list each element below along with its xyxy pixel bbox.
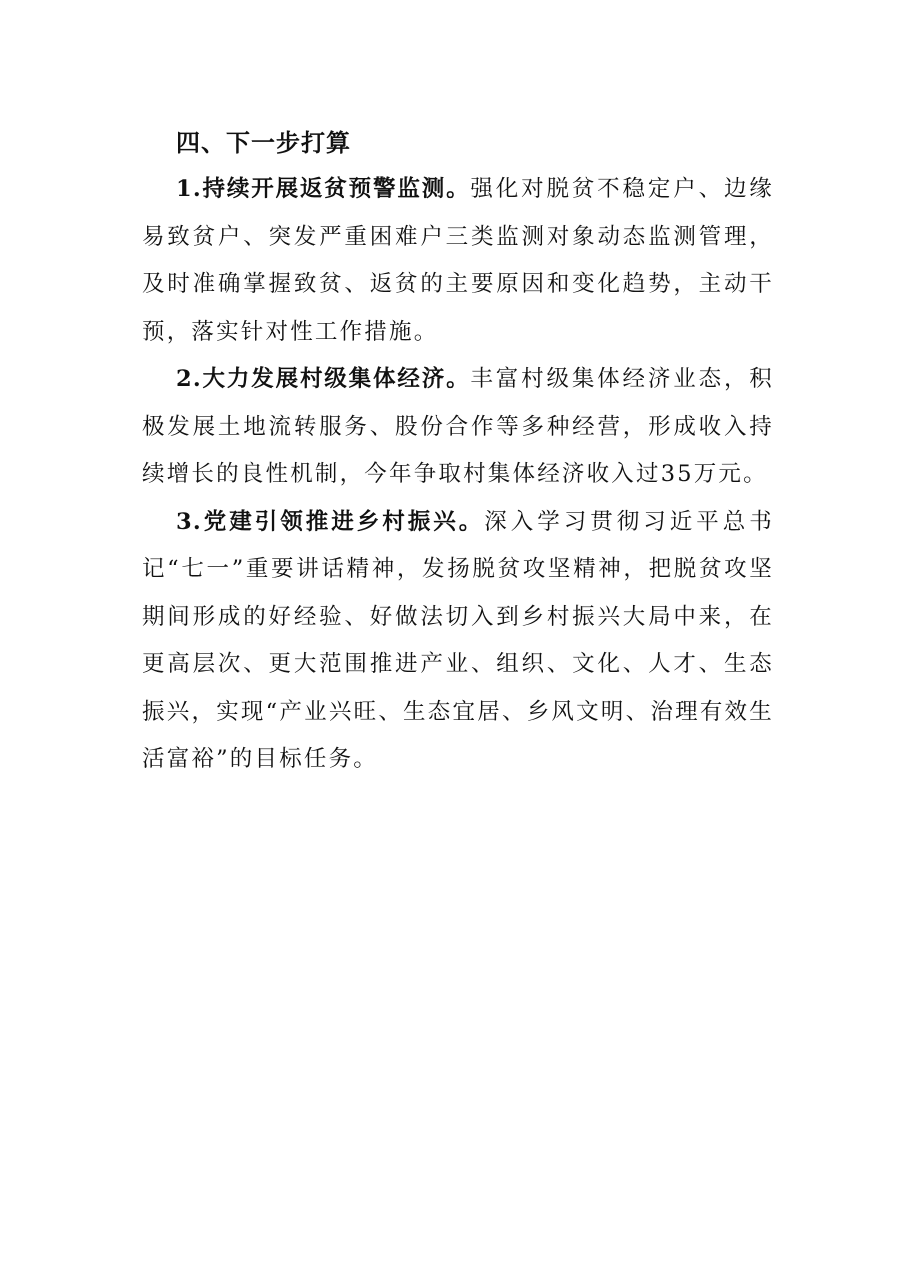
section-heading: 四、下一步打算 (176, 128, 351, 157)
item-3-lead: 3.党建引领推进乡村振兴。 (176, 508, 485, 535)
item-2-lead: 2.大力发展村级集体经济。 (176, 366, 471, 392)
paragraph-item-3 (142, 499, 774, 784)
document-body (142, 120, 774, 784)
paragraph-item-2 (142, 356, 774, 499)
item-1-body: 强化对脱贫不稳定户、边缘易致贫户、突发严重困难户三类监测对象动态监测管理，及时准确掌握致贫、返贫的主要原因和变化趋势，主动干预，落实针对性工作措施。 (142, 176, 774, 345)
paragraph-item-1 (142, 166, 774, 356)
item-3-body: 深入学习贯彻习近平总书记“七一”重要讲话精神，发扬脱贫攻坚精神，把脱贫攻坚期间形成的好经验、好做法切入到乡村振兴大局中来，在更高层次、更大范围推进产业、组织、文化、人才、生态振兴，实现“产业兴旺、生态宜居、乡风文明、治理有效生活富裕”的目标任务。 (142, 508, 774, 772)
item-1-lead: 1.持续开展返贫预警监测。 (176, 176, 471, 202)
item-2-body: 丰富村级集体经济业态，积极发展土地流转服务、股份合作等多种经营，形成收入持续增长的良性机制，今年争取村集体经济收入过35万元。 (142, 366, 774, 487)
